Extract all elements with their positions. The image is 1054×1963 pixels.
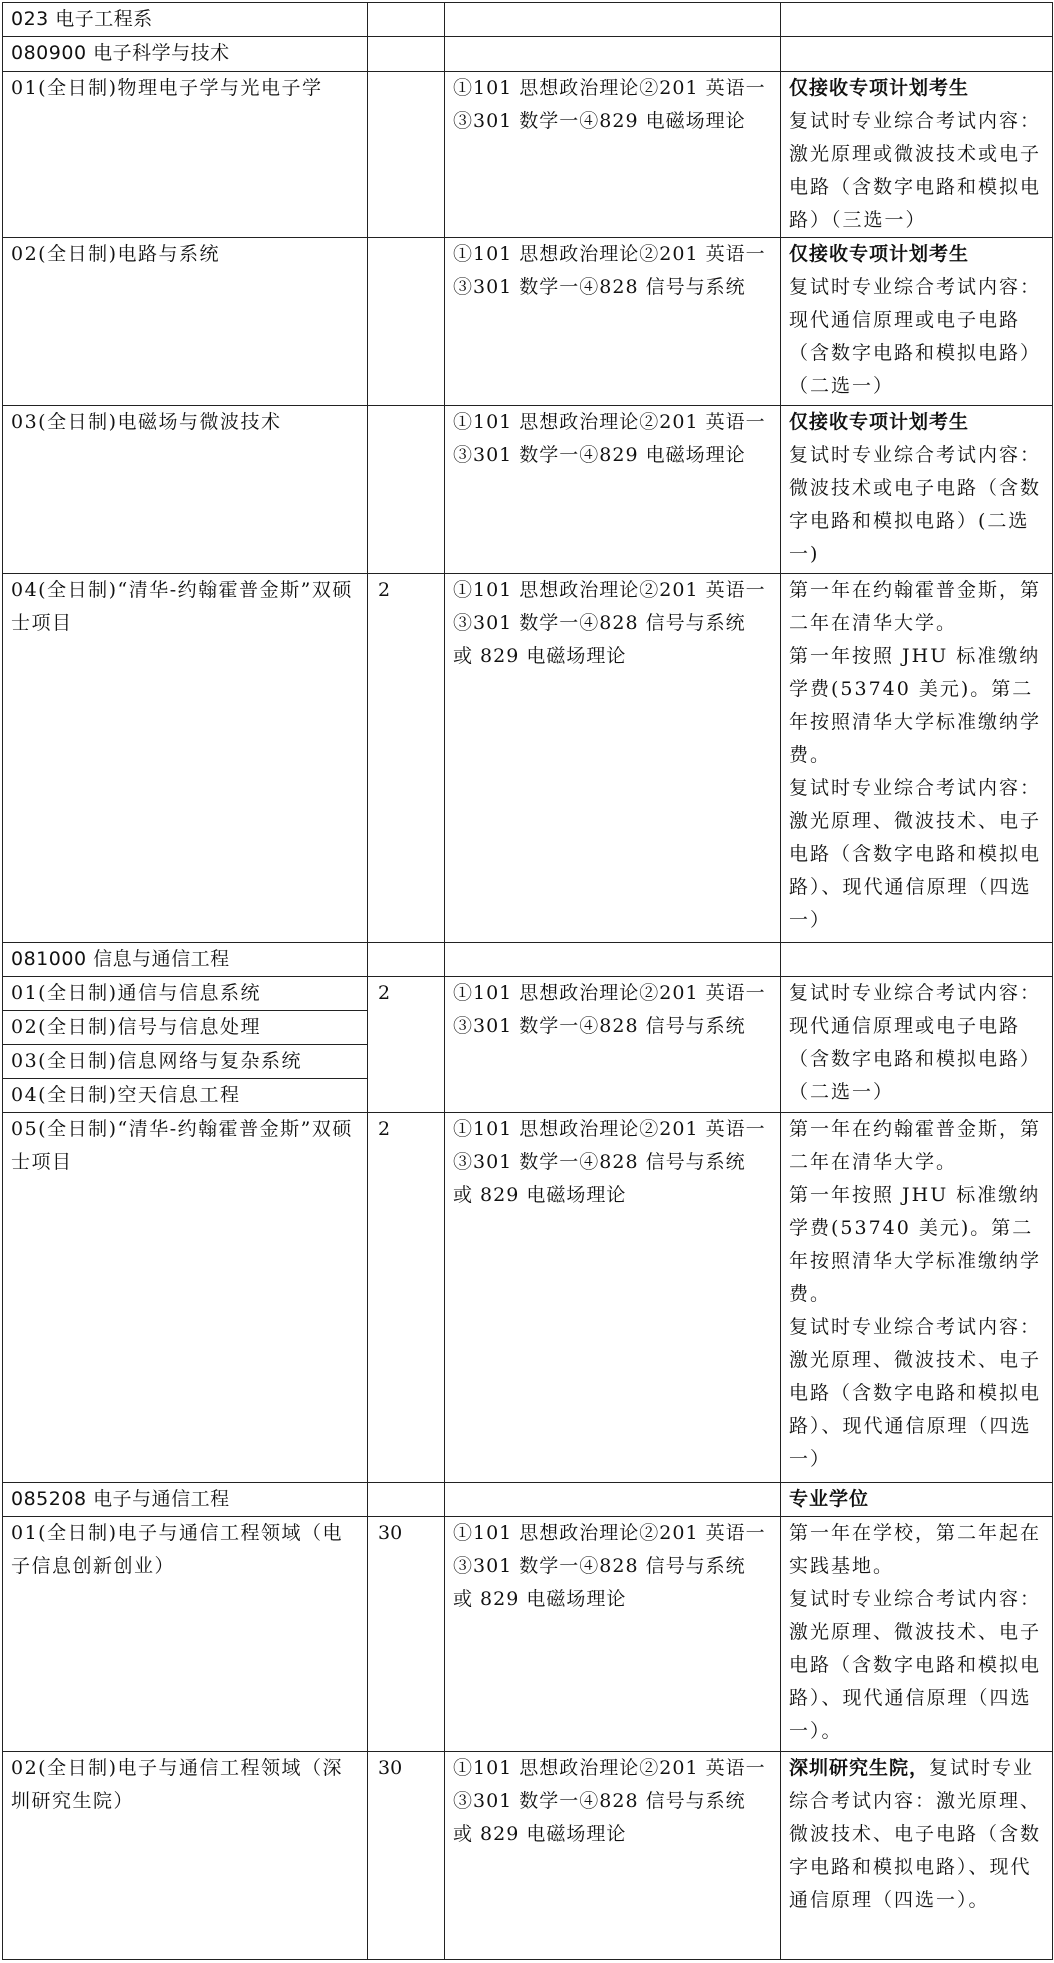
quota-cell: 30 xyxy=(368,1752,445,1960)
major-header-row xyxy=(3,1483,1053,1517)
exam-subjects-cell: ①101 思想政治理论②201 英语一③301 数学一④828 信号与系统 或 829 电磁场理论 xyxy=(445,1517,781,1752)
remarks-cell xyxy=(781,406,1053,574)
quota-cell: 2 xyxy=(368,574,445,943)
exam-subjects-cell: ①101 思想政治理论②201 英语一③301 数学一④828 信号与系统 xyxy=(445,238,781,406)
direction-name: 02(全日制)电路与系统 xyxy=(11,243,221,265)
remark-highlight: 仅接收专项计划考生 xyxy=(789,243,970,265)
direction-name: 02(全日制)电子与通信工程领域（深圳研究生院） xyxy=(11,1757,344,1812)
direction-cell xyxy=(3,1752,368,1960)
department-title: 023 电子工程系 xyxy=(3,3,368,37)
exam-subjects-cell: ①101 思想政治理论②201 英语一③301 数学一④828 信号与系统 xyxy=(445,977,781,1113)
exam-subjects-cell: ①101 思想政治理论②201 英语一③301 数学一④828 信号与系统 或 829 电磁场理论 xyxy=(445,1113,781,1483)
direction-cell xyxy=(3,977,368,1113)
direction-cell xyxy=(3,238,368,406)
remarks-cell xyxy=(781,977,1053,1113)
remark-text: 第一年按照 JHU 标准缴纳学费(53740 美元)。第二年按照清华大学标准缴纳学费。 xyxy=(789,1184,1042,1305)
table-row xyxy=(3,1113,1053,1483)
direction-name: 01(全日制)物理电子学与光电子学 xyxy=(11,77,323,99)
major-note xyxy=(781,37,1053,72)
remark-highlight: 仅接收专项计划考生 xyxy=(789,411,970,433)
major-title: 085208 电子与通信工程 xyxy=(3,1483,368,1517)
remark-text: 第一年在学校，第二年起在实践基地。 xyxy=(789,1522,1042,1577)
direction-name: 05(全日制)“清华-约翰霍普金斯”双硕士项目 xyxy=(11,1118,353,1173)
direction-cell xyxy=(3,574,368,943)
exam-subjects-cell: ①101 思想政治理论②201 英语一③301 数学一④829 电磁场理论 xyxy=(445,406,781,574)
direction-cell xyxy=(3,72,368,238)
major-note: 专业学位 xyxy=(781,1483,1053,1517)
exam-subjects-cell: ①101 思想政治理论②201 英语一③301 数学一④829 电磁场理论 xyxy=(445,72,781,238)
table-row xyxy=(3,977,1053,1113)
quota-cell xyxy=(368,72,445,238)
exam-subjects-cell: ①101 思想政治理论②201 英语一③301 数学一④828 信号与系统 或 829 电磁场理论 xyxy=(445,574,781,943)
quota-cell xyxy=(368,238,445,406)
direction-cell xyxy=(3,1517,368,1752)
major-title: 081000 信息与通信工程 xyxy=(3,943,368,977)
quota-cell: 30 xyxy=(368,1517,445,1752)
direction-name: 03(全日制)信息网络与复杂系统 xyxy=(3,1045,367,1079)
table-row xyxy=(3,574,1053,943)
table-row xyxy=(3,406,1053,574)
table-row xyxy=(3,238,1053,406)
remark-text xyxy=(789,1752,1044,1917)
remark-text: 复试时专业综合考试内容：微波技术或电子电路（含数字电路和模拟电路）(二选一) xyxy=(789,444,1042,565)
quota-cell: 2 xyxy=(368,1113,445,1483)
major-note xyxy=(781,943,1053,977)
direction-name: 01(全日制)通信与信息系统 xyxy=(3,977,367,1011)
remark-text: 第一年在约翰霍普金斯，第二年在清华大学。 xyxy=(789,1118,1042,1173)
remark-text: 复试时专业综合考试内容：激光原理、微波技术、电子电路（含数字电路和模拟电路）、现代通信原理（四选一） xyxy=(789,1316,1042,1470)
remarks-cell xyxy=(781,1517,1053,1752)
quota-cell xyxy=(368,406,445,574)
remark-text: 第一年在约翰霍普金斯，第二年在清华大学。 xyxy=(789,579,1042,634)
table-row xyxy=(3,1752,1053,1960)
remark-text: 第一年按照 JHU 标准缴纳学费(53740 美元)。第二年按照清华大学标准缴纳学费。 xyxy=(789,645,1042,766)
remark-text: 复试时专业综合考试内容：现代通信原理或电子电路（含数字电路和模拟电路）（二选一） xyxy=(789,276,1042,397)
remark-highlight: 深圳研究生院， xyxy=(789,1757,930,1779)
direction-name: 02(全日制)信号与信息处理 xyxy=(3,1011,367,1045)
direction-name: 03(全日制)电磁场与微波技术 xyxy=(11,411,282,433)
remark-text: 复试时专业综合考试内容：激光原理或微波技术或电子电路（含数字电路和模拟电路）（三选一） xyxy=(789,110,1042,231)
department-row xyxy=(3,3,1053,37)
admissions-table xyxy=(2,2,1053,1960)
remarks-cell xyxy=(781,1113,1053,1483)
direction-name: 01(全日制)电子与通信工程领域（电子信息创新创业） xyxy=(11,1522,344,1577)
remark-text: 复试时专业综合考试内容：激光原理、微波技术、电子电路（含数字电路和模拟电路）、现代通信原理（四选一）。 xyxy=(789,1588,1042,1742)
remarks-cell xyxy=(781,72,1053,238)
table-row xyxy=(3,1517,1053,1752)
table-row xyxy=(3,72,1053,238)
major-header-row xyxy=(3,37,1053,72)
remark-text: 复试时专业综合考试内容：现代通信原理或电子电路（含数字电路和模拟电路）（二选一） xyxy=(789,982,1042,1103)
quota-cell: 2 xyxy=(368,977,445,1113)
remark-text-inline: 复试时专业综合考试内容：激光原理、微波技术、电子电路（含数字电路和模拟电路）、现代通信原理（四选一）。 xyxy=(789,1757,1042,1911)
remark-highlight: 仅接收专项计划考生 xyxy=(789,77,970,99)
remarks-cell xyxy=(781,238,1053,406)
direction-cell xyxy=(3,1113,368,1483)
remarks-cell xyxy=(781,1752,1053,1960)
remarks-cell xyxy=(781,574,1053,943)
major-title: 080900 电子科学与技术 xyxy=(3,37,368,72)
remark-text: 复试时专业综合考试内容：激光原理、微波技术、电子电路（含数字电路和模拟电路）、现代通信原理（四选一） xyxy=(789,777,1042,931)
direction-cell xyxy=(3,406,368,574)
direction-name: 04(全日制)“清华-约翰霍普金斯”双硕士项目 xyxy=(11,579,353,634)
major-header-row xyxy=(3,943,1053,977)
exam-subjects-cell: ①101 思想政治理论②201 英语一③301 数学一④828 信号与系统 或 829 电磁场理论 xyxy=(445,1752,781,1960)
direction-name: 04(全日制)空天信息工程 xyxy=(11,1084,241,1106)
